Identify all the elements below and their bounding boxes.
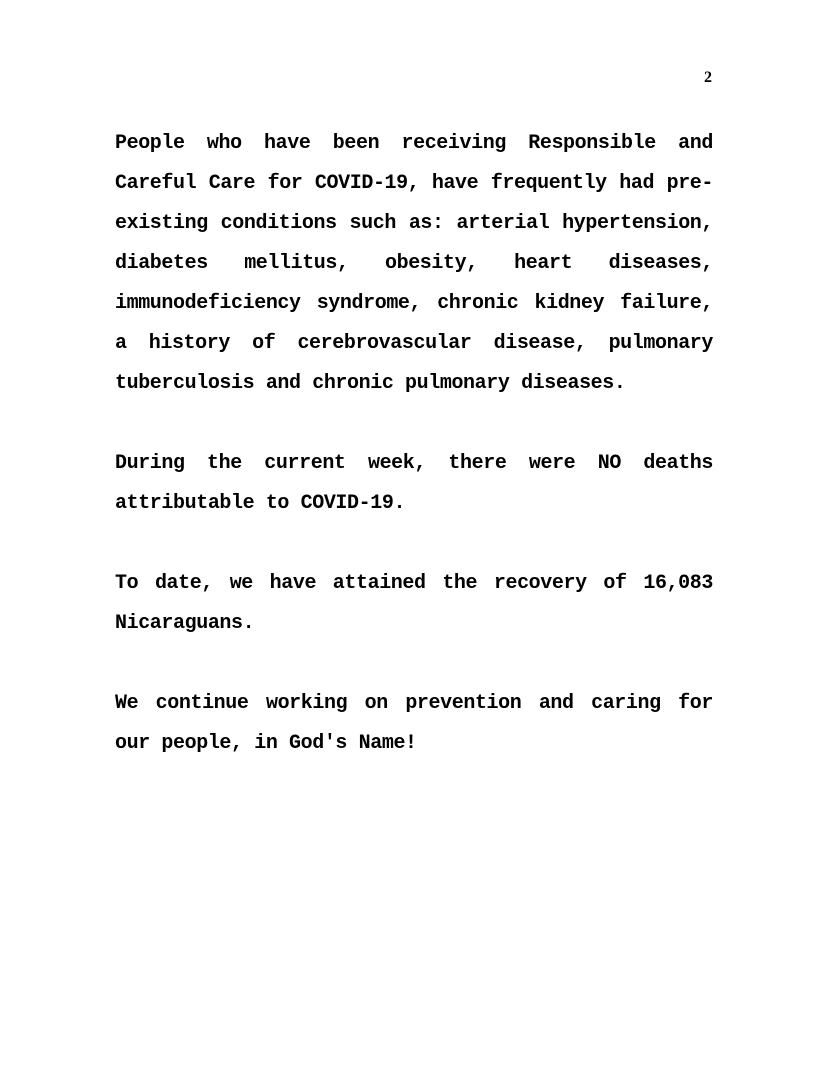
paragraph-closing: We continue working on prevention and caring for our people, in God's Name! [115, 692, 713, 755]
paragraph-preexisting-conditions: People who have been receiving Responsible and Careful Care for COVID-19, have frequently had pre-existing conditions such as: arterial hypertension, diabetes mellitus, obesity, heart diseases, immunodeficiency syndrome, chronic kidney failure, a history of cerebrovascular disease, pulmonary tuberculosis and chronic pulmonary diseases. [115, 132, 713, 395]
paragraph-deaths: During the current week, there were NO deaths attributable to COVID-19. [115, 452, 713, 515]
paragraph-recovery: To date, we have attained the recovery of 16,083 Nicaraguans. [115, 572, 713, 635]
document-body [115, 124, 713, 764]
page-number: 2 [704, 69, 712, 86]
